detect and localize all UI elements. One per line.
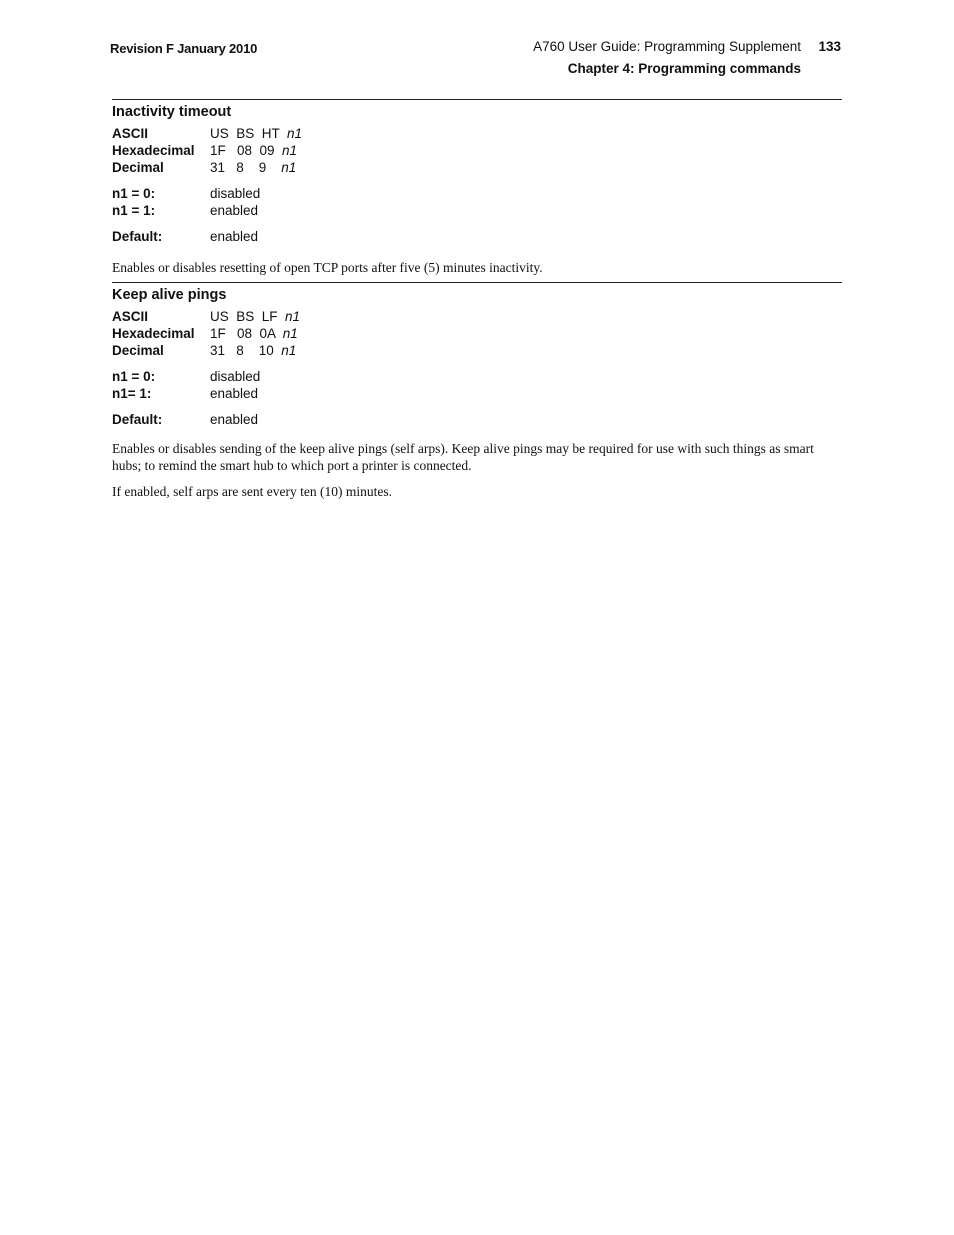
code-param: n1 [281, 160, 297, 175]
inactivity-timeout-section [112, 103, 842, 245]
option-value: enabled [210, 386, 259, 401]
default-label: Default: [112, 412, 163, 427]
default-value: enabled [210, 412, 259, 427]
code-param: n1 [282, 326, 298, 341]
guide-title: A760 User Guide: Programming Supplement [533, 39, 801, 54]
code-param: n1 [281, 343, 297, 358]
option-value: disabled [210, 369, 261, 384]
code-row-ascii [112, 125, 842, 142]
code-label: Decimal [112, 160, 164, 175]
code-value [210, 342, 296, 359]
code-bytes: 31 8 10 [210, 343, 282, 358]
code-param: n1 [285, 309, 301, 324]
option-label: n1 = 0: [112, 369, 156, 384]
section-title: Keep alive pings [112, 287, 227, 303]
section-divider [112, 282, 842, 283]
code-row-hexadecimal [112, 325, 842, 342]
description-paragraph: Enables or disables sending of the keep alive pings (self arps). Keep alive pings may be required for use with such things as smart hubs; to remind the smart hub to which port a printer is connected. [112, 441, 814, 473]
code-value [210, 308, 300, 325]
code-label: Decimal [112, 343, 164, 358]
code-label: ASCII [112, 126, 149, 141]
code-row-hexadecimal [112, 142, 842, 159]
default-row [112, 228, 842, 245]
code-label: Hexadecimal [112, 326, 195, 341]
code-value [210, 142, 297, 159]
page-number: 133 [818, 39, 841, 54]
option-value: disabled [210, 186, 261, 201]
description-paragraph: Enables or disables resetting of open TCP ports after five (5) minutes inactivity. [112, 260, 543, 275]
chapter-title: Chapter 4: Programming commands [567, 61, 801, 76]
option-label: n1 = 1: [112, 203, 156, 218]
code-bytes: US BS LF [210, 309, 286, 324]
option-row [112, 368, 842, 385]
default-label: Default: [112, 229, 163, 244]
section-title: Inactivity timeout [112, 104, 232, 120]
code-label: ASCII [112, 309, 149, 324]
code-bytes: US BS HT [210, 126, 288, 141]
keep-alive-pings-section [112, 286, 842, 428]
section-divider [112, 99, 842, 100]
code-bytes: 1F 08 09 [210, 143, 283, 158]
code-row-decimal [112, 342, 842, 359]
option-value: enabled [210, 203, 259, 218]
description-paragraph: If enabled, self arps are sent every ten (10) minutes. [112, 484, 393, 499]
code-value [210, 159, 296, 176]
option-row [112, 202, 842, 219]
code-row-decimal [112, 159, 842, 176]
option-label: n1= 1: [112, 386, 152, 401]
revision-label: Revision F January 2010 [110, 41, 258, 56]
default-row [112, 411, 842, 428]
option-row [112, 385, 842, 402]
code-bytes: 31 8 9 [210, 160, 282, 175]
option-label: n1 = 0: [112, 186, 156, 201]
code-value [210, 325, 298, 342]
code-bytes: 1F 08 0A [210, 326, 283, 341]
code-param: n1 [287, 126, 303, 141]
code-param: n1 [282, 143, 298, 158]
code-row-ascii [112, 308, 842, 325]
option-row [112, 185, 842, 202]
code-label: Hexadecimal [112, 143, 195, 158]
code-value [210, 125, 302, 142]
default-value: enabled [210, 229, 259, 244]
